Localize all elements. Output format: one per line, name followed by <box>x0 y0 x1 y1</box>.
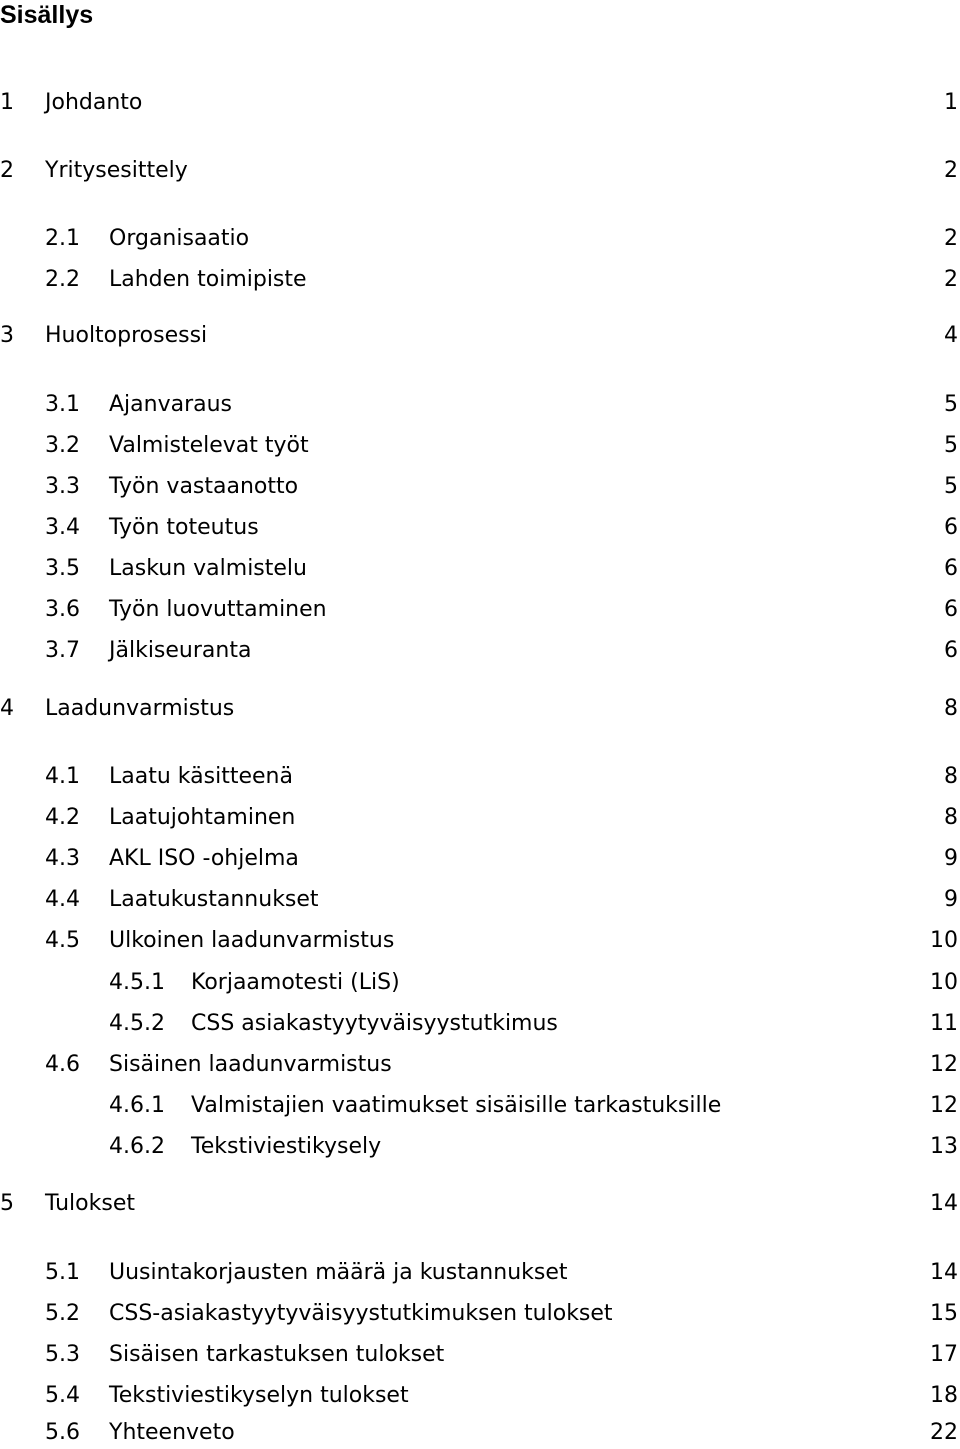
toc-entry-title: Korjaamotesti (LiS) <box>191 970 400 995</box>
toc-entry-page: 12 <box>930 1093 958 1118</box>
toc-entry-title: Sisäinen laadunvarmistus <box>109 1052 392 1077</box>
toc-entry-number: 4 <box>0 696 14 721</box>
toc-entry-title: Tekstiviestikyselyn tulokset <box>109 1383 409 1408</box>
toc-entry-title: Työn toteutus <box>109 515 259 540</box>
toc-entry-number: 3.2 <box>45 433 80 458</box>
toc-entry[interactable] <box>0 968 960 998</box>
toc-entry-page: 15 <box>930 1301 958 1326</box>
toc-entry-page: 1 <box>944 90 958 115</box>
toc-entry[interactable] <box>0 1091 960 1121</box>
toc-entry-title: Ajanvaraus <box>109 392 233 417</box>
toc-entry-title: Yhteenveto <box>109 1420 235 1445</box>
toc-entry-page: 6 <box>944 638 958 663</box>
toc-entry-number: 3.5 <box>45 556 80 581</box>
toc-entry-title: Uusintakorjausten määrä ja kustannukset <box>109 1260 568 1285</box>
toc-entry[interactable] <box>0 1132 960 1162</box>
toc-entry-number: 5.4 <box>45 1383 80 1408</box>
toc-entry-number: 3.1 <box>45 392 80 417</box>
toc-entry-title: Huoltoprosessi <box>45 323 208 348</box>
toc-entry[interactable] <box>0 513 960 543</box>
toc-entry-title: Laskun valmistelu <box>109 556 307 581</box>
toc-entry[interactable] <box>0 156 960 186</box>
toc-entry-page: 10 <box>930 928 958 953</box>
toc-entry-title: Yritysesittely <box>45 158 188 183</box>
toc-entry-page: 5 <box>944 392 958 417</box>
toc-entry-number: 2.1 <box>45 226 80 251</box>
toc-entry-title: CSS asiakastyytyväisyystutkimus <box>191 1011 558 1036</box>
toc-entry-number: 4.4 <box>45 887 80 912</box>
toc-entry-title: Tekstiviestikysely <box>191 1134 382 1159</box>
toc-entry[interactable] <box>0 636 960 666</box>
toc-entry-number: 4.3 <box>45 846 80 871</box>
toc-entry-number: 4.1 <box>45 764 80 789</box>
toc-entry-title: Laatukustannukset <box>109 887 319 912</box>
toc-entry-number: 4.6 <box>45 1052 80 1077</box>
toc-entry[interactable] <box>0 390 960 420</box>
toc-entry-page: 5 <box>944 433 958 458</box>
toc-entry[interactable] <box>0 88 960 118</box>
toc-entry-title: Ulkoinen laadunvarmistus <box>109 928 395 953</box>
toc-entry-page: 9 <box>944 887 958 912</box>
toc-entry-page: 2 <box>944 158 958 183</box>
toc-entry-title: Työn vastaanotto <box>109 474 299 499</box>
toc-entry[interactable] <box>0 472 960 502</box>
toc-entry-page: 2 <box>944 226 958 251</box>
toc-entry-page: 8 <box>944 805 958 830</box>
toc-entry-number: 3.7 <box>45 638 80 663</box>
toc-entry[interactable] <box>0 803 960 833</box>
toc-entry[interactable] <box>0 321 960 351</box>
toc-entry-title: Laadunvarmistus <box>45 696 235 721</box>
toc-entry-number: 2 <box>0 158 14 183</box>
toc-entry-number: 3.6 <box>45 597 80 622</box>
toc-entry[interactable] <box>0 265 960 295</box>
toc-entry-page: 8 <box>944 696 958 721</box>
toc-entry[interactable] <box>0 1340 960 1370</box>
toc-entry-number: 5.3 <box>45 1342 80 1367</box>
toc-entry-title: Työn luovuttaminen <box>109 597 327 622</box>
toc-entry-page: 10 <box>930 970 958 995</box>
toc-entry-number: 5 <box>0 1191 14 1216</box>
toc-entry-page: 9 <box>944 846 958 871</box>
toc-entry-page: 2 <box>944 267 958 292</box>
toc-entry[interactable] <box>0 1009 960 1039</box>
toc-entry-number: 3.3 <box>45 474 80 499</box>
toc-entry[interactable] <box>0 224 960 254</box>
toc-entry[interactable] <box>0 844 960 874</box>
toc-entry-page: 8 <box>944 764 958 789</box>
toc-entry-title: Valmistajien vaatimukset sisäisille tarkastuksille <box>191 1093 722 1118</box>
toc-entry-title: Lahden toimipiste <box>109 267 307 292</box>
toc-entry-title: AKL ISO -ohjelma <box>109 846 299 871</box>
page-title: Sisällys <box>0 1 94 29</box>
toc-entry-number: 4.5 <box>45 928 80 953</box>
toc-entry-title: Valmistelevat työt <box>109 433 309 458</box>
toc-entry[interactable] <box>0 694 960 724</box>
toc-entry-page: 14 <box>930 1260 958 1285</box>
toc-entry[interactable] <box>0 1299 960 1329</box>
toc-entry-page: 13 <box>930 1134 958 1159</box>
toc-entry-number: 5.6 <box>45 1420 80 1445</box>
toc-entry[interactable] <box>0 1050 960 1080</box>
toc-entry-number: 4.5.1 <box>109 970 165 995</box>
toc-entry[interactable] <box>0 1418 960 1448</box>
toc-entry[interactable] <box>0 554 960 584</box>
toc-entry-page: 11 <box>930 1011 958 1036</box>
toc-entry[interactable] <box>0 885 960 915</box>
toc-entry-page: 4 <box>944 323 958 348</box>
toc-entry-page: 22 <box>930 1420 958 1445</box>
toc-entry-title: Sisäisen tarkastuksen tulokset <box>109 1342 445 1367</box>
toc-entry-number: 5.1 <box>45 1260 80 1285</box>
toc-entry-title: CSS-asiakastyytyväisyystutkimuksen tulokset <box>109 1301 613 1326</box>
toc-entry[interactable] <box>0 762 960 792</box>
toc-entry-number: 4.6.1 <box>109 1093 165 1118</box>
toc-entry-title: Tulokset <box>45 1191 135 1216</box>
toc-entry-page: 12 <box>930 1052 958 1077</box>
toc-entry-number: 2.2 <box>45 267 80 292</box>
toc-entry-title: Johdanto <box>45 90 143 115</box>
toc-entry-page: 6 <box>944 556 958 581</box>
toc-entry[interactable] <box>0 926 960 956</box>
toc-entry-title: Jälkiseuranta <box>109 638 252 663</box>
toc-entry-title: Organisaatio <box>109 226 250 251</box>
toc-entry-page: 6 <box>944 515 958 540</box>
toc-entry-page: 6 <box>944 597 958 622</box>
toc-entry-title: Laatu käsitteenä <box>109 764 293 789</box>
toc-entry[interactable] <box>0 431 960 461</box>
toc-entry-number: 4.2 <box>45 805 80 830</box>
toc-entry-number: 3 <box>0 323 14 348</box>
toc-entry[interactable] <box>0 1189 960 1219</box>
toc-entry-number: 1 <box>0 90 14 115</box>
toc-entry-page: 5 <box>944 474 958 499</box>
toc-entry-number: 5.2 <box>45 1301 80 1326</box>
toc-entry-title: Laatujohtaminen <box>109 805 296 830</box>
toc-entry-number: 3.4 <box>45 515 80 540</box>
toc-entry-number: 4.5.2 <box>109 1011 165 1036</box>
toc-entry[interactable] <box>0 1381 960 1411</box>
toc-entry-page: 18 <box>930 1383 958 1408</box>
toc-entry-page: 17 <box>930 1342 958 1367</box>
toc-entry-number: 4.6.2 <box>109 1134 165 1159</box>
toc-entry[interactable] <box>0 1258 960 1288</box>
toc-entry-page: 14 <box>930 1191 958 1216</box>
toc-entry[interactable] <box>0 595 960 625</box>
